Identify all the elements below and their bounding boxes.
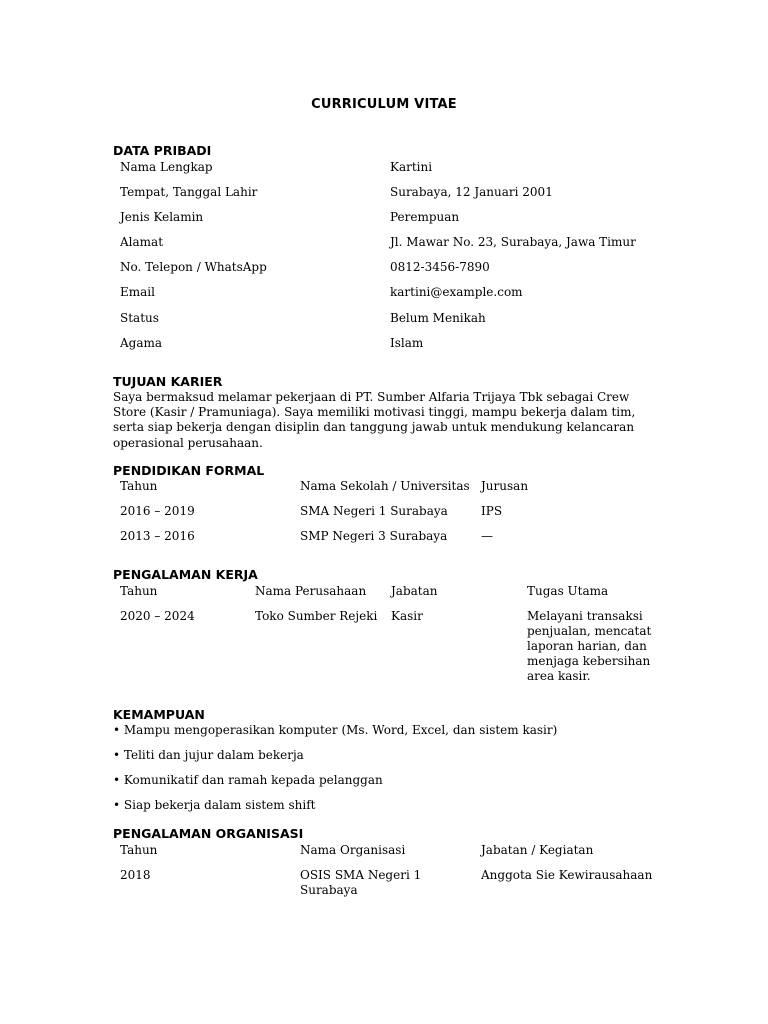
section-heading-skills: KEMAMPUAN: [113, 707, 205, 722]
personal-value: Perempuan: [390, 210, 460, 224]
work-header: Tahun: [120, 584, 158, 598]
education-cell: SMP Negeri 3 Surabaya: [300, 529, 448, 543]
organization-header: Nama Organisasi: [300, 843, 406, 857]
personal-label: Alamat: [120, 235, 164, 249]
education-cell: IPS: [481, 504, 503, 518]
skill-item: • Siap bekerja dalam sistem shift: [113, 798, 316, 812]
education-header: Jurusan: [481, 479, 529, 493]
personal-label: Status: [120, 311, 159, 325]
personal-label: No. Telepon / WhatsApp: [120, 260, 267, 274]
personal-value: Belum Menikah: [390, 311, 486, 325]
education-header: Nama Sekolah / Universitas: [300, 479, 470, 493]
organization-cell: 2018: [120, 868, 151, 882]
skill-item: • Mampu mengoperasikan komputer (Ms. Word, Excel, dan sistem kasir): [113, 723, 558, 737]
work-header: Jabatan: [391, 584, 438, 598]
personal-value: 0812-3456-7890: [390, 260, 490, 274]
personal-value: Kartini: [390, 160, 433, 174]
education-cell: 2013 – 2016: [120, 529, 195, 543]
work-cell: 2020 – 2024: [120, 609, 195, 623]
personal-label: Jenis Kelamin: [120, 210, 204, 224]
work-duties-cell: Melayani transaksi penjualan, mencatat laporan harian, dan menjaga kebersihan area kasir.: [527, 609, 652, 683]
organization-header: Tahun: [120, 843, 158, 857]
work-cell: Kasir: [391, 609, 423, 623]
personal-label: Nama Lengkap: [120, 160, 213, 174]
section-heading-education: PENDIDIKAN FORMAL: [113, 463, 265, 478]
skill-item: • Komunikatif dan ramah kepada pelanggan: [113, 773, 383, 787]
section-heading-work: PENGALAMAN KERJA: [113, 567, 258, 582]
work-header: Nama Perusahaan: [255, 584, 367, 598]
personal-value: Jl. Mawar No. 23, Surabaya, Jawa Timur: [390, 235, 636, 249]
section-heading-personal: DATA PRIBADI: [113, 143, 212, 158]
education-header: Tahun: [120, 479, 158, 493]
personal-label: Agama: [120, 336, 163, 350]
career-objective-text: Saya bermaksud melamar pekerjaan di PT. Sumber Alfaria Trijaya Tbk sebagai Crew Store (Kasir / Pramuniaga). Saya memiliki motivasi tinggi, mampu bekerja dalam tim, serta siap bekerja dengan disiplin dan tanggung jawab untuk mendukung kelancaran operasional perusahaan.: [113, 390, 636, 450]
organization-header: Jabatan / Kegiatan: [481, 843, 594, 857]
work-header: Tugas Utama: [527, 584, 609, 598]
personal-label: Email: [120, 285, 155, 299]
personal-value: Surabaya, 12 Januari 2001: [390, 185, 553, 199]
document-title: CURRICULUM VITAE: [311, 97, 457, 112]
section-heading-organization: PENGALAMAN ORGANISASI: [113, 826, 304, 841]
education-cell: SMA Negeri 1 Surabaya: [300, 504, 448, 518]
personal-value: kartini@example.com: [390, 285, 523, 299]
organization-cell: Anggota Sie Kewirausahaan: [481, 868, 653, 882]
personal-value: Islam: [390, 336, 424, 350]
work-cell: Toko Sumber Rejeki: [255, 609, 378, 623]
skill-item: • Teliti dan jujur dalam bekerja: [113, 748, 304, 762]
education-cell: —: [481, 529, 493, 543]
education-cell: 2016 – 2019: [120, 504, 195, 518]
personal-label: Tempat, Tanggal Lahir: [120, 185, 258, 199]
organization-name-cell: OSIS SMA Negeri 1 Surabaya: [300, 868, 422, 897]
section-heading-career: TUJUAN KARIER: [113, 374, 223, 389]
